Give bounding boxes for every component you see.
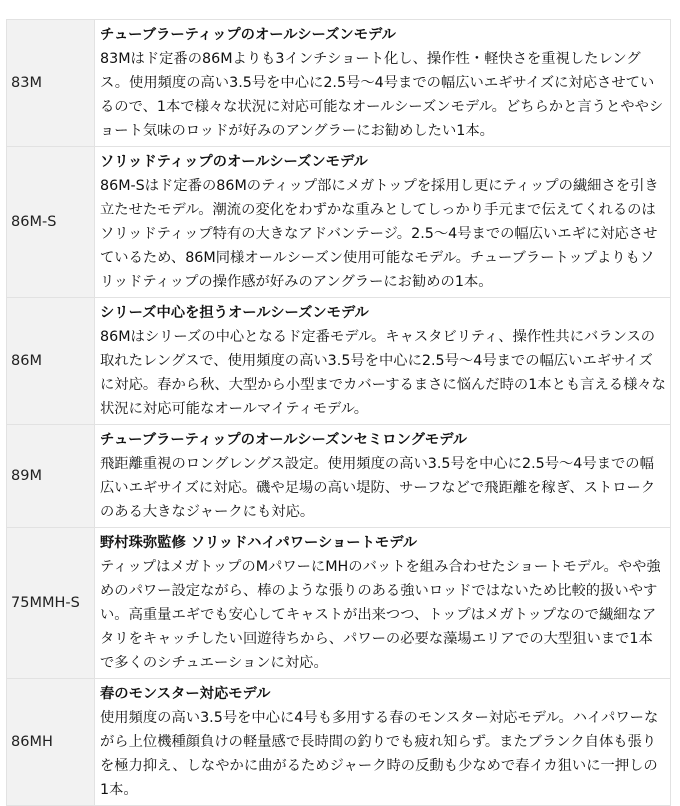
table-row xyxy=(7,298,671,425)
description-body: 83Mはド定番の86Mよりも3インチショート化し、操作性・軽快さを重視したレングス。使用頻度の高い3.5号を中心に2.5号～4号までの幅広いエギサイズに対応させているので、1本で様々な状況に対応可能なオールシーズンモデル。どちらかと言うとややショート気味のロッドが好みのアングラーにお勧めしたい1本。 xyxy=(100,51,664,139)
description-heading: チューブラーティップのオールシーズンモデル xyxy=(100,27,396,43)
model-name: 89M xyxy=(7,425,95,528)
description-heading: 野村珠弥監修 ソリッドハイパワーショートモデル xyxy=(100,535,418,551)
model-description xyxy=(95,298,671,425)
table-row xyxy=(7,528,671,679)
rod-spec-table xyxy=(6,19,671,806)
model-description xyxy=(95,147,671,298)
model-name: 86MH xyxy=(7,679,95,806)
model-description xyxy=(95,679,671,806)
model-description xyxy=(95,425,671,528)
description-body: 飛距離重視のロングレングス設定。使用頻度の高い3.5号を中心に2.5号～4号までの幅広いエギサイズに対応。磯や足場の高い堤防、サーフなどで飛距離を稼ぎ、ストロークのある大きなジャークにも対応。 xyxy=(100,456,656,520)
description-heading: 春のモンスター対応モデル xyxy=(100,686,271,702)
table-row xyxy=(7,147,671,298)
model-description xyxy=(95,528,671,679)
model-name: 75MMH-S xyxy=(7,528,95,679)
description-body: ティップはメガトップのMパワーにMHのバットを組み合わせたショートモデル。やや強めのパワー設定ながら、棒のような張りのある強いロッドではないため比較的扱いやすい。高重量エギでも安心してキャストが出来つつ、トップはメガトップなので繊細なアタリをキャッチしたい回遊待ちから、パワーの必要な藻場エリアでの大型狙いまで1本で多くのシチュエーションに対応。 xyxy=(100,559,661,671)
description-body: 使用頻度の高い3.5号を中心に4号も多用する春のモンスター対応モデル。ハイパワーながら上位機種顔負けの軽量感で長時間の釣りでも疲れ知らず。またブランク自体も張りを極力抑え、しなやかに曲がるためジャーク時の反動も少なめで春イカ狙いに一押しの1本。 xyxy=(100,710,659,798)
table-row xyxy=(7,425,671,528)
description-heading: シリーズ中心を担うオールシーズンモデル xyxy=(100,305,369,321)
description-heading: チューブラーティップのオールシーズンセミロングモデル xyxy=(100,432,468,448)
description-body: 86Mはシリーズの中心となるド定番モデル。キャスタビリティ、操作性共にバランスの取れたレングスで、使用頻度の高い3.5号を中心に2.5号～4号までの幅広いエギサイズに対応。春から秋、大型から小型までカバーするまさに悩んだ時の1本とも言える様々な状況に対応可能なオールマイティモデル。 xyxy=(100,329,666,417)
description-heading: ソリッドティップのオールシーズンモデル xyxy=(100,154,368,170)
description-body: 86M-Sはド定番の86Mのティップ部にメガトップを採用し更にティップの繊細さを引き立たせたモデル。潮流の変化をわずかな重みとしてしっかり手元まで伝えてくれるのはソリッドティップ特有の大きなアドバンテージ。2.5～4号までの幅広いエギに対応させているため、86M同様オールシーズン使用可能なモデル。チューブラートップよりもソリッドティップの操作感が好みのアングラーにお勧めの1本。 xyxy=(100,178,659,290)
table-row xyxy=(7,679,671,806)
model-description xyxy=(95,20,671,147)
model-name: 86M xyxy=(7,298,95,425)
model-name: 83M xyxy=(7,20,95,147)
table-row xyxy=(7,20,671,147)
model-name: 86M-S xyxy=(7,147,95,298)
